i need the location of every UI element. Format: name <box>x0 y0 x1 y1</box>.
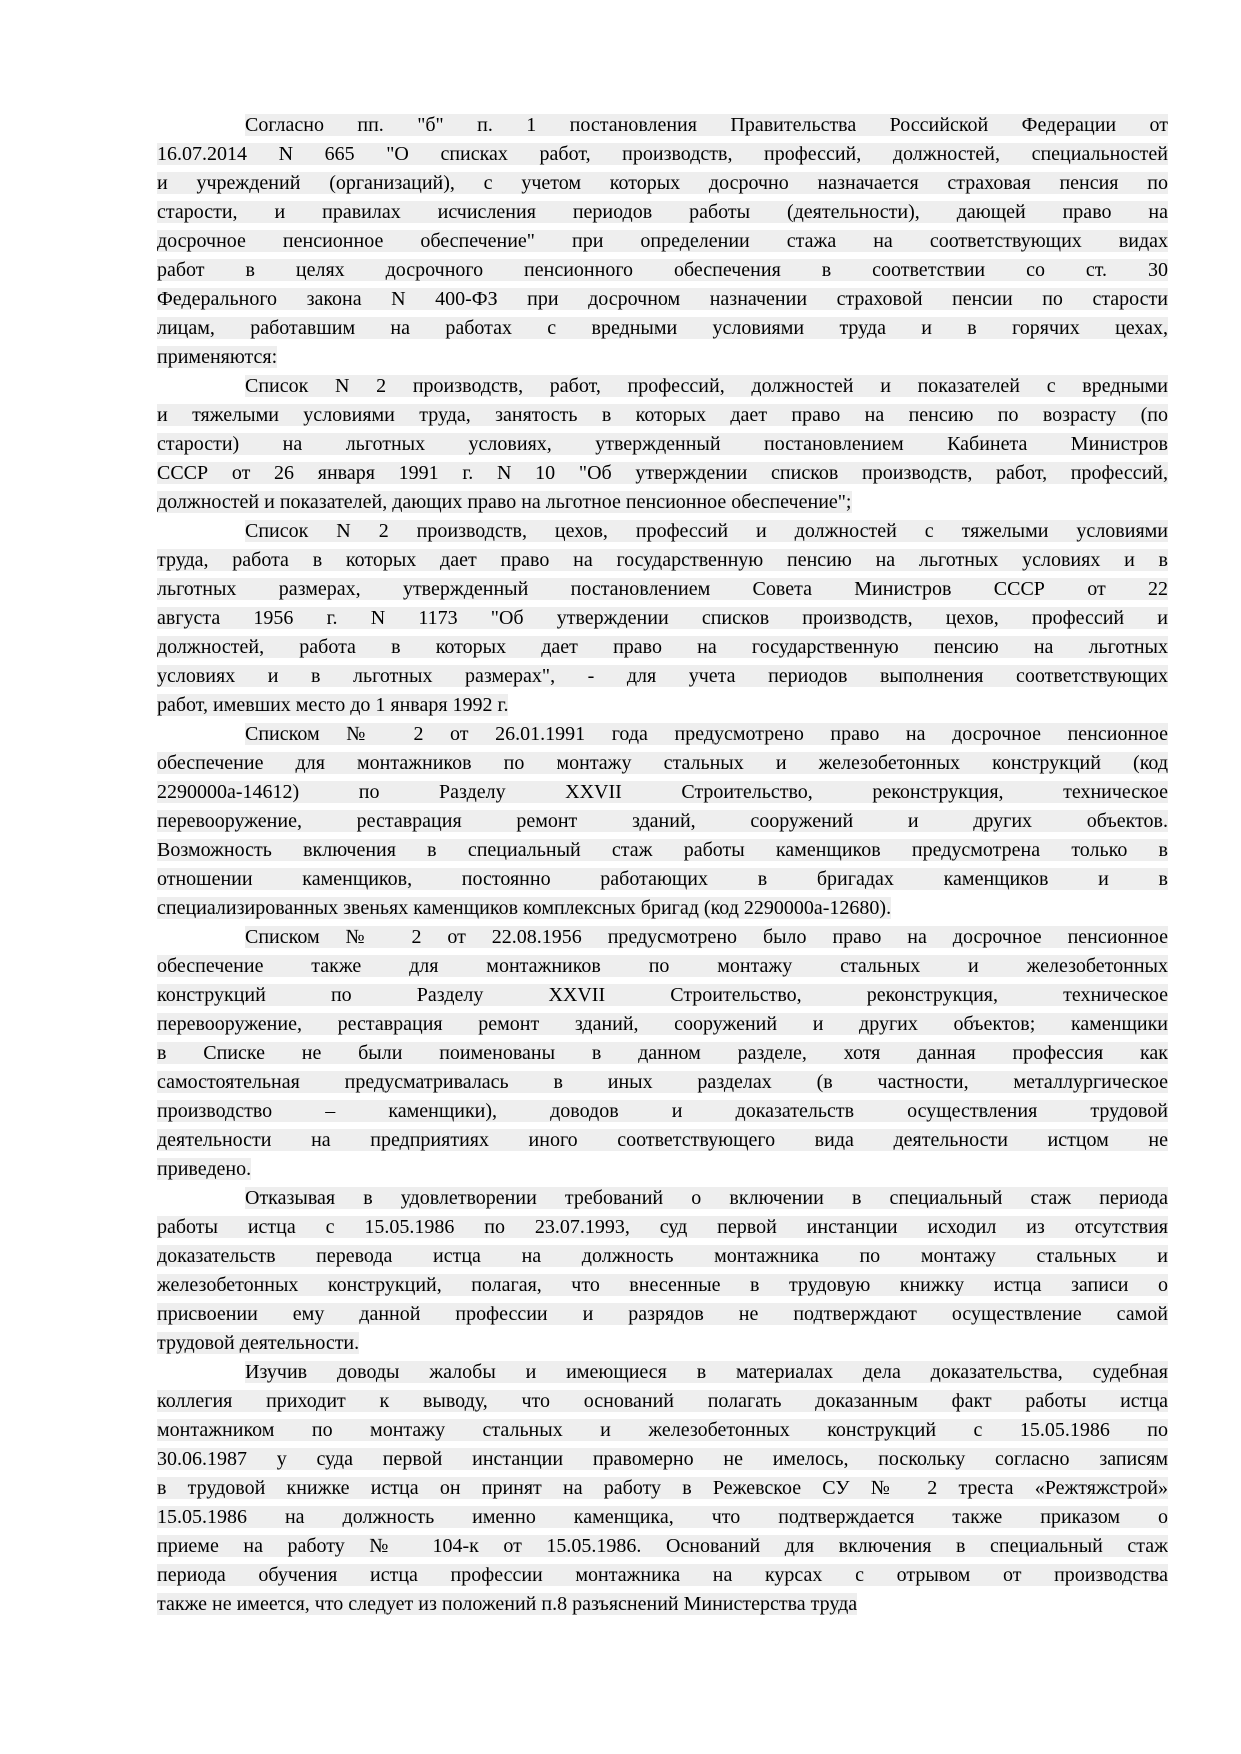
paragraph-6-line-4 <box>157 1271 1168 1300</box>
text-line-content: перевооружение, реставрация ремонт зданий, сооружений и других объектов. <box>157 810 1168 832</box>
paragraph-2-line-3 <box>157 430 1168 459</box>
paragraph-5-line-9 <box>157 1155 1168 1184</box>
paragraph-5-line-2 <box>157 952 1168 981</box>
text-line-content: работ, имевших место до 1 января 1992 г. <box>157 694 509 716</box>
text-line-content: работ в целях досрочного пенсионного обеспечения в соответствии со ст. 30 <box>157 259 1168 281</box>
text-line-content: приеме на работу № 104-к от 15.05.1986. Оснований для включения в специальный стаж <box>157 1535 1168 1557</box>
paragraph-3-line-4 <box>157 604 1168 633</box>
paragraph-7-line-7 <box>157 1532 1168 1561</box>
text-line-content: Согласно пп. "б" п. 1 постановления Правительства Российской Федерации от <box>245 114 1168 136</box>
text-line-content: отношении каменщиков, постоянно работающих в бригадах каменщиков и в <box>157 868 1168 890</box>
paragraph-2-line-1 <box>157 372 1168 401</box>
paragraph-1-line-3 <box>157 169 1168 198</box>
paragraph-3-line-6 <box>157 662 1168 691</box>
paragraph-1-line-7 <box>157 285 1168 314</box>
paragraph-1-line-1 <box>157 111 1168 140</box>
text-line-content: 30.06.1987 у суда первой инстанции правомерно не имелось, поскольку согласно записям <box>157 1448 1168 1470</box>
paragraph-2-line-5 <box>157 488 1168 517</box>
paragraph-3-line-7 <box>157 691 1168 720</box>
text-line-content: Изучив доводы жалобы и имеющиеся в материалах дела доказательства, судебная <box>245 1361 1168 1383</box>
text-line-content: железобетонных конструкций, полагая, что внесенные в трудовую книжку истца записи о <box>157 1274 1168 1296</box>
text-line-content: должностей и показателей, дающих право на льготное пенсионное обеспечение"; <box>157 491 852 513</box>
paragraph-6-line-6 <box>157 1329 1168 1358</box>
paragraph-5-line-1 <box>157 923 1168 952</box>
paragraph-7-line-8 <box>157 1561 1168 1590</box>
text-line-content: старости) на льготных условиях, утвержденный постановлением Кабинета Министров <box>157 433 1168 455</box>
paragraph-7-line-2 <box>157 1387 1168 1416</box>
paragraph-7-line-1 <box>157 1358 1168 1387</box>
text-line-content: труда, работа в которых дает право на государственную пенсию на льготных условиях и в <box>157 549 1168 571</box>
text-line-content: монтажником по монтажу стальных и железобетонных конструкций с 15.05.1986 по <box>157 1419 1168 1441</box>
text-line-content: Списком № 2 от 22.08.1956 предусмотрено было право на досрочное пенсионное <box>245 926 1168 948</box>
text-line-content: работы истца с 15.05.1986 по 23.07.1993, суд первой инстанции исходил из отсутствия <box>157 1216 1168 1238</box>
text-line-content: доказательств перевода истца на должность монтажника по монтажу стальных и <box>157 1245 1168 1267</box>
paragraph-1-line-9 <box>157 343 1168 372</box>
text-line-content: коллегия приходит к выводу, что оснований полагать доказанным факт работы истца <box>157 1390 1168 1412</box>
text-line-content: деятельности на предприятиях иного соответствующего вида деятельности истцом не <box>157 1129 1168 1151</box>
text-line-content: и учреждений (организаций), с учетом которых досрочно назначается страховая пенсия по <box>157 172 1168 194</box>
text-line-content: обеспечение для монтажников по монтажу стальных и железобетонных конструкций (код <box>157 752 1168 774</box>
text-line-content: старости, и правилах исчисления периодов работы (деятельности), дающей право на <box>157 201 1168 223</box>
paragraph-1-line-4 <box>157 198 1168 227</box>
text-line-content: также не имеется, что следует из положений п.8 разъяснений Министерства труда <box>157 1593 858 1615</box>
text-line-content: Федерального закона N 400-ФЗ при досрочном назначении страховой пенсии по старости <box>157 288 1168 310</box>
text-line-content: в трудовой книжке истца он принят на работу в Режевское СУ № 2 треста «Режтяжстрой» <box>157 1477 1168 1499</box>
document-body <box>157 111 1168 1619</box>
text-line-content: августа 1956 г. N 1173 "Об утверждении списков производств, цехов, профессий и <box>157 607 1168 629</box>
text-line-content: должностей, работа в которых дает право на государственную пенсию на льготных <box>157 636 1168 658</box>
paragraph-5-line-6 <box>157 1068 1168 1097</box>
paragraph-7-line-5 <box>157 1474 1168 1503</box>
text-line-content: Список N 2 производств, работ, профессий, должностей и показателей с вредными <box>245 375 1168 397</box>
text-line-content: производство – каменщики), доводов и доказательств осуществления трудовой <box>157 1100 1168 1122</box>
text-line-content: применяются: <box>157 346 278 368</box>
text-line-content: присвоении ему данной профессии и разрядов не подтверждают осуществление самой <box>157 1303 1168 1325</box>
text-line-content: СССР от 26 января 1991 г. N 10 "Об утверждении списков производств, работ, профессий, <box>157 462 1168 484</box>
paragraph-4-line-5 <box>157 836 1168 865</box>
text-line-content: условиях и в льготных размерах", - для учета периодов выполнения соответствующих <box>157 665 1168 687</box>
paragraph-4-line-2 <box>157 749 1168 778</box>
text-line-content: самостоятельная предусматривалась в иных разделах (в частности, металлургическое <box>157 1071 1168 1093</box>
text-line-content: перевооружение, реставрация ремонт зданий, сооружений и других объектов; каменщики <box>157 1013 1168 1035</box>
text-line-content: Возможность включения в специальный стаж работы каменщиков предусмотрена только в <box>157 839 1168 861</box>
text-line-content: конструкций по Разделу XXVII Строительство, реконструкция, техническое <box>157 984 1168 1006</box>
text-line-content: 16.07.2014 N 665 "О списках работ, производств, профессий, должностей, специальностей <box>157 143 1168 165</box>
paragraph-4-line-1 <box>157 720 1168 749</box>
paragraph-3-line-2 <box>157 546 1168 575</box>
text-line-content: Список N 2 производств, цехов, профессий и должностей с тяжелыми условиями <box>245 520 1168 542</box>
paragraph-7-line-3 <box>157 1416 1168 1445</box>
text-line-content: и тяжелыми условиями труда, занятость в которых дает право на пенсию по возрасту (по <box>157 404 1168 426</box>
text-line-content: в Списке не были поименованы в данном разделе, хотя данная профессия как <box>157 1042 1168 1064</box>
paragraph-7-line-6 <box>157 1503 1168 1532</box>
text-line-content: Списком № 2 от 26.01.1991 года предусмотрено право на досрочное пенсионное <box>245 723 1168 745</box>
paragraph-3-line-5 <box>157 633 1168 662</box>
paragraph-6-line-3 <box>157 1242 1168 1271</box>
paragraph-6-line-5 <box>157 1300 1168 1329</box>
paragraph-7-line-9 <box>157 1590 1168 1619</box>
paragraph-4-line-3 <box>157 778 1168 807</box>
paragraph-5-line-5 <box>157 1039 1168 1068</box>
paragraph-3-line-3 <box>157 575 1168 604</box>
text-line-content: трудовой деятельности. <box>157 1332 360 1354</box>
paragraph-2-line-4 <box>157 459 1168 488</box>
text-line-content: 15.05.1986 на должность именно каменщика, что подтверждается также приказом о <box>157 1506 1168 1528</box>
text-line-content: 2290000а-14612) по Разделу XXVII Строительство, реконструкция, техническое <box>157 781 1168 803</box>
text-line-content: приведено. <box>157 1158 252 1180</box>
text-line-content: Отказывая в удовлетворении требований о включении в специальный стаж периода <box>245 1187 1168 1209</box>
text-line-content: обеспечение также для монтажников по монтажу стальных и железобетонных <box>157 955 1168 977</box>
paragraph-1-line-2 <box>157 140 1168 169</box>
paragraph-5-line-7 <box>157 1097 1168 1126</box>
text-line-content: периода обучения истца профессии монтажника на курсах с отрывом от производства <box>157 1564 1168 1586</box>
text-line-content: специализированных звеньях каменщиков комплексных бригад (код 2290000а-12680). <box>157 897 892 919</box>
paragraph-5-line-4 <box>157 1010 1168 1039</box>
paragraph-1-line-5 <box>157 227 1168 256</box>
paragraph-6-line-2 <box>157 1213 1168 1242</box>
paragraph-5-line-8 <box>157 1126 1168 1155</box>
paragraph-6-line-1 <box>157 1184 1168 1213</box>
text-line-content: льготных размерах, утвержденный постановлением Совета Министров СССР от 22 <box>157 578 1168 600</box>
text-line-content: лицам, работавшим на работах с вредными условиями труда и в горячих цехах, <box>157 317 1168 339</box>
paragraph-5-line-3 <box>157 981 1168 1010</box>
paragraph-4-line-7 <box>157 894 1168 923</box>
paragraph-2-line-2 <box>157 401 1168 430</box>
paragraph-4-line-4 <box>157 807 1168 836</box>
paragraph-3-line-1 <box>157 517 1168 546</box>
paragraph-1-line-6 <box>157 256 1168 285</box>
text-line-content: досрочное пенсионное обеспечение" при определении стажа на соответствующих видах <box>157 230 1168 252</box>
paragraph-4-line-6 <box>157 865 1168 894</box>
paragraph-7-line-4 <box>157 1445 1168 1474</box>
paragraph-1-line-8 <box>157 314 1168 343</box>
